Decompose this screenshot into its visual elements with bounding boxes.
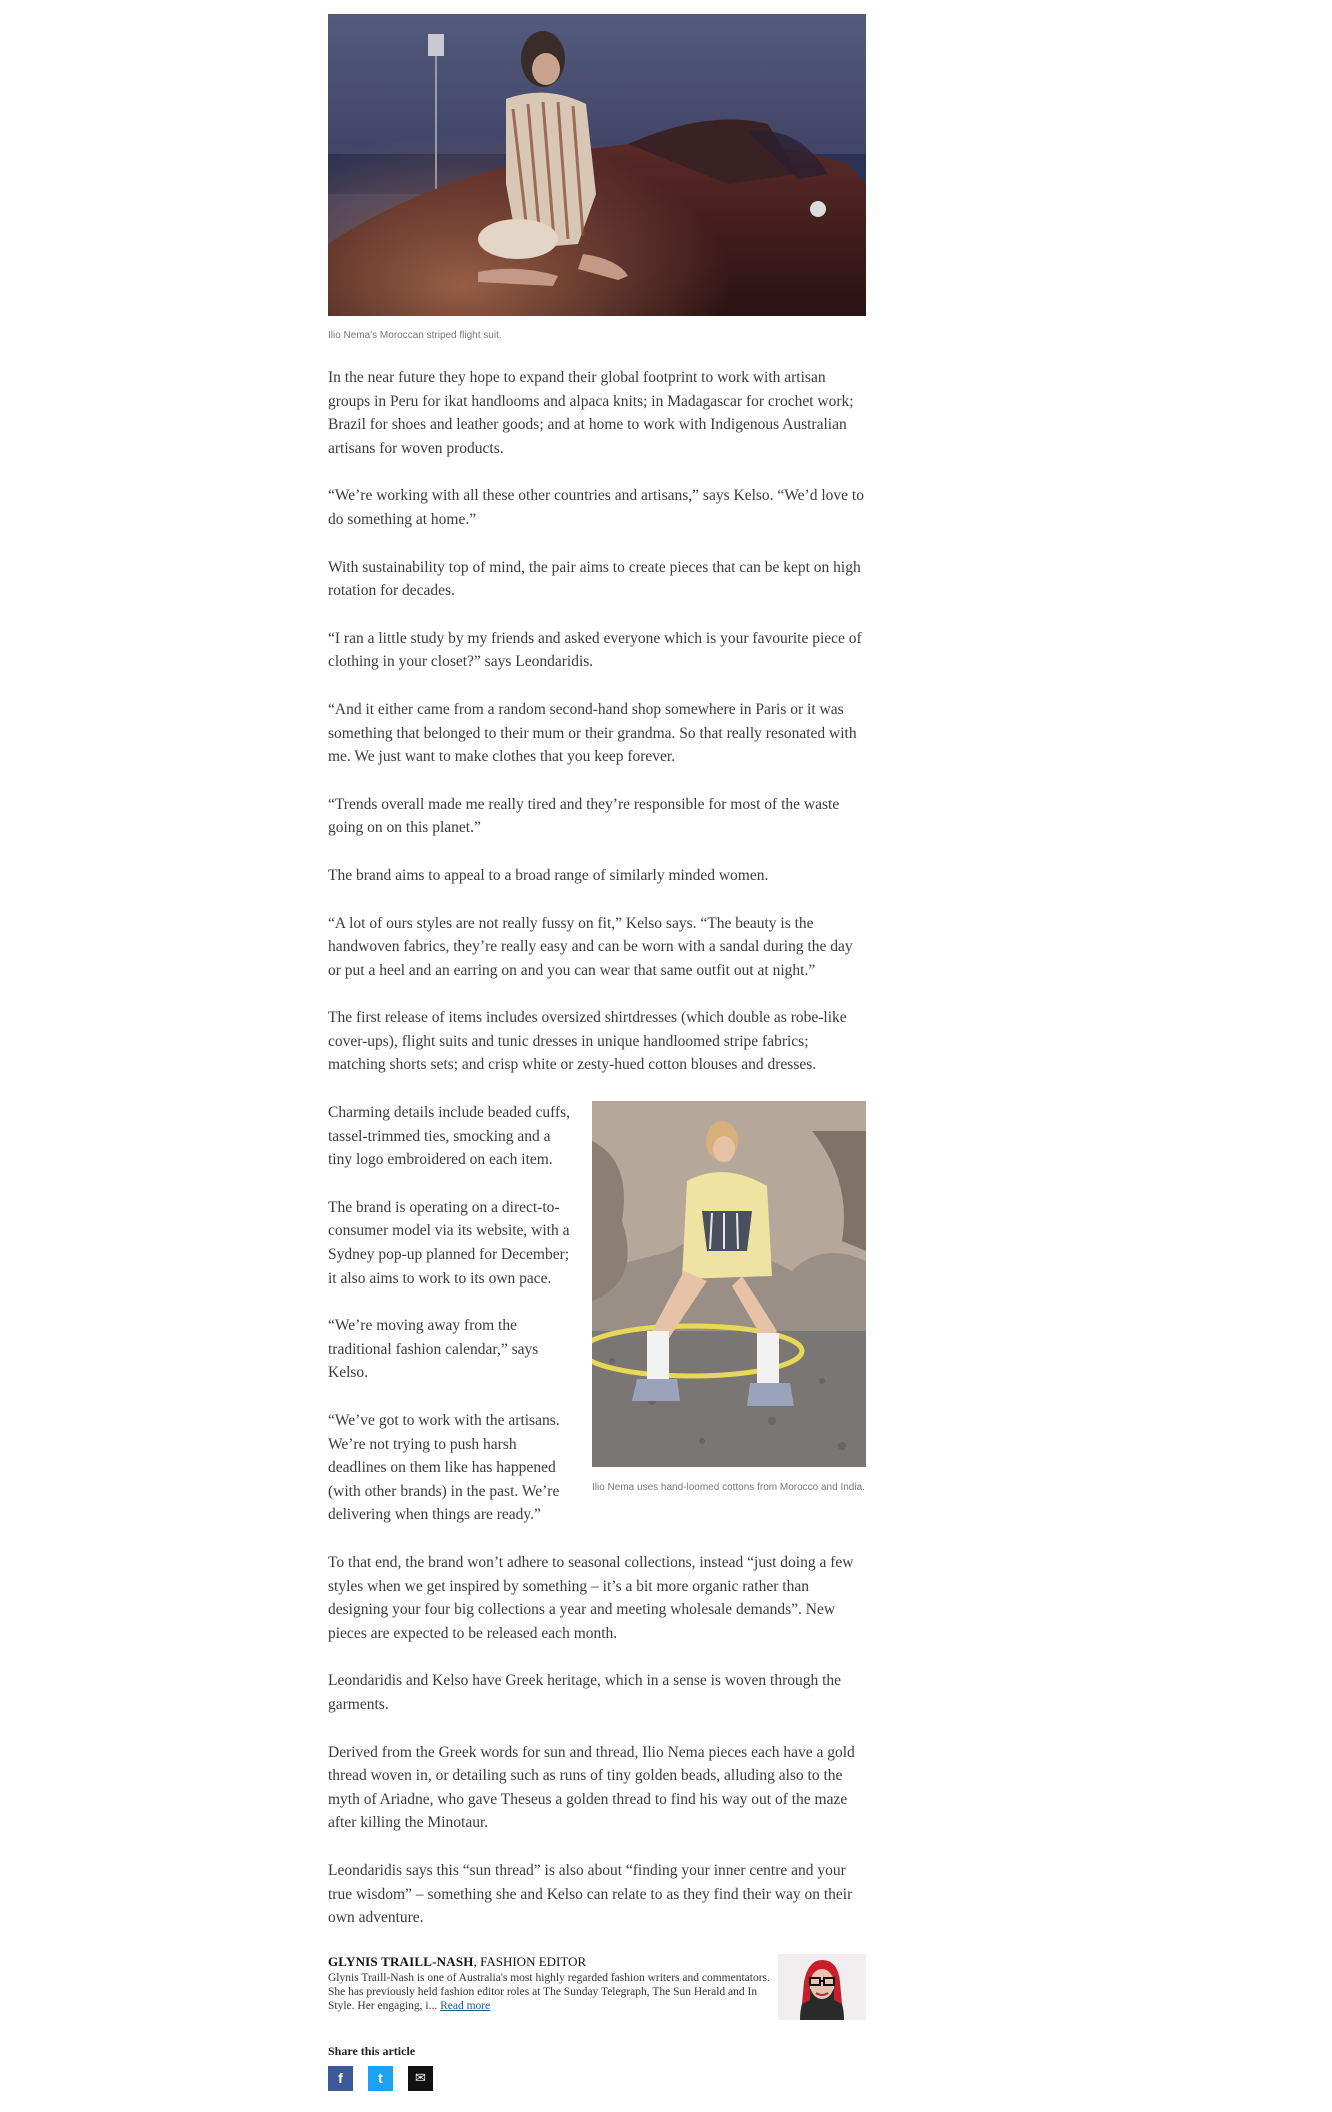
paragraph: “We’re working with all these other countries and artisans,” says Kelso. “We’d love to do something at home.”	[328, 487, 864, 528]
paragraph: “We’ve got to work with the artisans. We’re not trying to push harsh deadlines on them like has happened (with other brands) in the past. We’re delivering when things are ready.”	[328, 1412, 560, 1524]
share-buttons	[328, 2066, 866, 2091]
paragraph: “We’re moving away from the traditional fashion calendar,” says Kelso.	[328, 1317, 539, 1382]
side-image	[592, 1101, 866, 1467]
body-bottom	[328, 1551, 866, 1930]
paragraph: To that end, the brand won’t adhere to seasonal collections, instead “just doing a few styles when we get inspired by something – it’s a bit more organic rather than designing your four big collections a year and meeting wholesale demands”. New pieces are expected to be released each month.	[328, 1553, 854, 1642]
twitter-icon: t	[378, 2070, 383, 2087]
body-top	[328, 366, 866, 1077]
paragraph: Leondaridis and Kelso have Greek heritage, which in a sense is woven through the garments.	[328, 1672, 842, 1713]
author-box	[328, 1954, 866, 2026]
author-bio-text: Glynis Traill-Nash is one of Australia's most highly regarded fashion writers and commentators. She has previously held fashion editor roles at The Sunday Telegraph, The Sun Herald and In Style. Her engaging, i...	[328, 1971, 770, 2012]
paragraph: With sustainability top of mind, the pair aims to create pieces that can be kept on high rotation for decades.	[328, 558, 861, 600]
author-role: , FASHION EDITOR	[473, 1953, 587, 1969]
paragraph: The first release of items includes oversized shirtdresses (which double as robe-like cover-ups), flight suits and tunic dresses in unique handloomed stripe fabrics; matching shorts sets; and crisp white or zesty-hued cotton blouses and dresses.	[328, 1009, 847, 1074]
paragraph: “I ran a little study by my friends and asked everyone which is your favourite piece of clothing in your closet?” says Leondaridis.	[328, 629, 862, 671]
hero-caption: Ilio Nema's Moroccan striped flight suit.	[328, 330, 502, 341]
email-icon: ✉	[415, 2070, 426, 2086]
share-section	[328, 2044, 866, 2091]
paragraph: “Trends overall made me really tired and they’re responsible for most of the waste going on on this planet.”	[328, 795, 840, 837]
paragraph: The brand is operating on a direct-to-consumer model via its website, with a Sydney pop-up planned for December; it also aims to work to its own pace.	[328, 1198, 570, 1287]
share-title: Share this article	[328, 2043, 416, 2058]
side-figure	[592, 1101, 866, 1494]
author-avatar	[778, 1954, 866, 2020]
read-more-link[interactable]: Read more	[440, 1999, 491, 2012]
paragraph: “And it either came from a random second-hand shop somewhere in Paris or it was something that belonged to their mum or their grandma. So that really resonated with me. We just want to make clothes that you keep forever.	[328, 700, 857, 766]
paragraph: Derived from the Greek words for sun and thread, Ilio Nema pieces each have a gold thread woven in, or detailing such as runs of tiny golden beads, alluding also to the myth of Ariadne, who gave Theseus a golden thread to find his way out of the maze after killing the Minotaur.	[328, 1743, 855, 1832]
paragraph: Leondaridis says this “sun thread” is also about “finding your inner centre and your true wisdom” – something she and Kelso can relate to as they find their way on their own adventure.	[328, 1861, 853, 1927]
hero-figure	[328, 14, 866, 342]
author-name[interactable]: GLYNIS TRAILL-NASH	[328, 1953, 474, 1969]
twitter-share-button[interactable]	[368, 2066, 393, 2091]
facebook-share-button[interactable]	[328, 2066, 353, 2091]
side-caption: Ilio Nema uses hand-loomed cottons from Morocco and India.	[592, 1482, 865, 1494]
facebook-icon: f	[338, 2070, 343, 2087]
paragraph: “A lot of ours styles are not really fussy on fit,” Kelso says. “The beauty is the handwoven fabrics, they’re really easy and can be worn with a sandal during the day or put a heel and an earring on and you can wear that same outfit out at night.”	[328, 914, 853, 979]
article-body	[328, 14, 866, 2091]
author-bio	[328, 1971, 773, 2013]
paragraph: The brand aims to appeal to a broad range of similarly minded women.	[328, 866, 769, 884]
paragraph: Charming details include beaded cuffs, tassel-trimmed ties, smocking and a tiny logo embroidered on each item.	[328, 1104, 571, 1169]
email-share-button[interactable]	[408, 2066, 433, 2091]
hero-image	[328, 14, 866, 316]
paragraph: In the near future they hope to expand their global footprint to work with artisan groups in Peru for ikat handlooms and alpaca knits; in Madagascar for crochet work; Brazil for shoes and leather goods; and at home to work with Indigenous Australian artisans for woven products.	[328, 369, 854, 457]
